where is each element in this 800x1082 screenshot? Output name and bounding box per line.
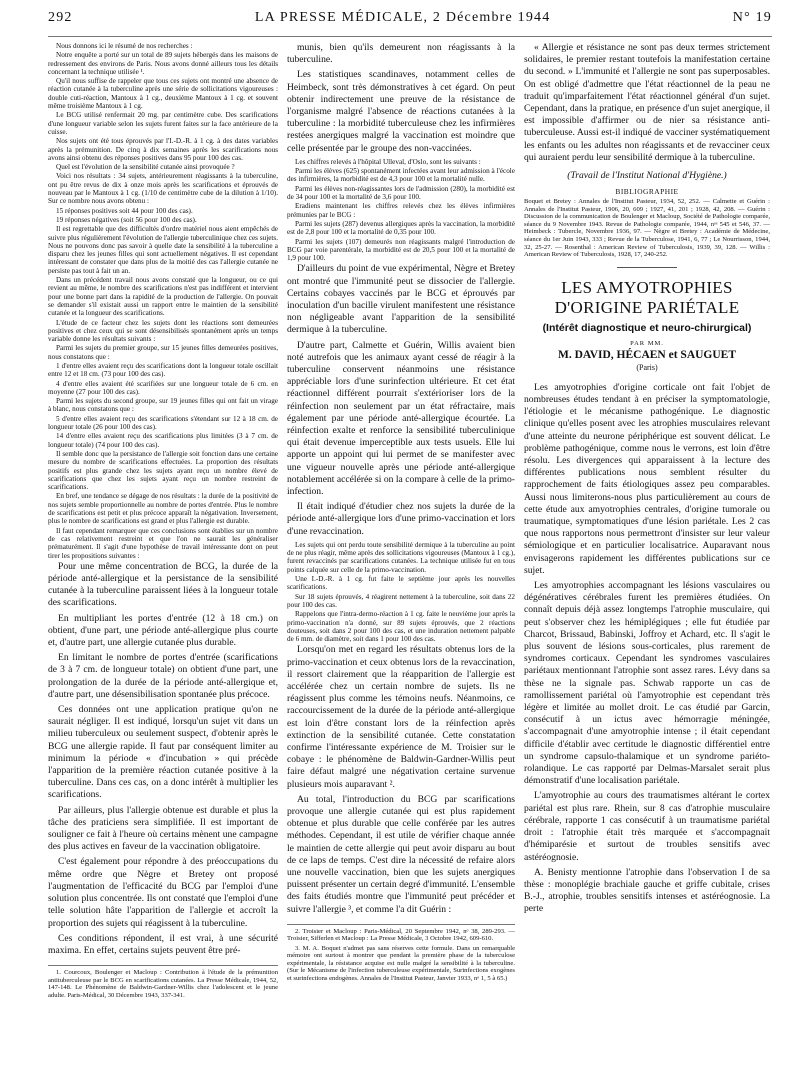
- footnote: 2. Troisier et Macloup : Paris-Médical, 20 Septembre 1942, nᵒ 38, 289-293. — Troisier, Sifferlen et Macloup : La Presse Médicale, 3 Octobre 1942, 609-610.: [287, 927, 515, 943]
- paragraph: « Allergie et résistance ne sont pas deux termes strictement solidaires, le premier restant toutefois la manifestation certaine du second. » L'immunité et l'allergie ne sont pas superposables. On est obligé d'admettre que l'état réactionnel de la peau ne traduit qu'imparfaitement l'état réactionnel général d'un sujet. Cependant, dans la pratique, en présence d'un sujet anergique, il est impossible d'affirmer ou de nier sa résistance anti-tuberculeuse. Aussi est-il indiqué de vacciner systématiquement les enfants ou les adultes non réagissants et de revacciner ceux qui auraient perdu leur sensibilité dermique à la tuberculine.: [524, 42, 770, 163]
- footnote: 3. M. A. Boquet n'admet pas sans réserves cette formule. Dans un remarquable mémoire ont surtout à montrer que pendant la première phase de la tuberculose expérimentale, la résistance acquise est nulle malgré la sensibilité à la tuberculine. (Sur le Mécanisme de l'infection tuberculeuse expérimentale, Surinfections exogènes et surinfections endogènes. Annales de l'Institut Pasteur, Janvier 1933, nᵒ 1, 5 à 65.): [287, 944, 515, 982]
- paragraph: D'autre part, Calmette et Guérin, Willis avaient bien noté autrefois que les animaux ayant cessé de réagir à la tuberculine conservent néanmoins une résistance appréciable lors d'une surinfection ultérieure. Et cet état réactionnel différent pourrait s'extérioriser lors de la réinfection non seulement par un état réfractaire, mais également par une période anté-allergique écourtée. La réinfection exalte et renforce la sensibilité tuberculinique qui était devenue imperceptible aux tests usuels. Elle lui apporte un appoint qui lui permet de se manifester avec une vigueur nouvelle après une période anté-allergique notablement accélérée si on la compare à celle de la primo-infection.: [287, 339, 515, 498]
- oslo-statistics: [287, 158, 515, 263]
- paragraph: L'étude de ce facteur chez les sujets dont les réactions sont demeurées positives et chez ceux qui se sont désensibilisés spontanément après un temps variable donne les résultats suivants :: [48, 318, 278, 344]
- paragraph: Rappelons que l'intra-dermo-réaction à 1 cg. faite le neuvième jour après la primo-vaccination n'a donné, sur 89 sujets éprouvés, que 2 réactions douteuses, soit dans 2 pour 100 des cas, et une induration nettement palpable de 6 mm. de diamètre, soit dans 1 pour 100 des cas.: [287, 610, 515, 644]
- paragraph: Une I.-D.-R. à 1 cg. fut faite le septième jour après les nouvelles scarifications.: [287, 575, 515, 592]
- paragraph: En bref, une tendance se dégage de nos résultats : la durée de la positivité de nos sujets semble proportionnelle au nombre de portes d'entrée. Plus le nombre de scarifications est petit et plus précoce apparaît la négativation. Inversement, plus le nombre de scarifications est grand et plus l'allergie est durable.: [48, 492, 278, 526]
- paragraph: Ces données ont une application pratique qu'on ne saurait négliger. Il est indiqué, lorsqu'un sujet vit dans un milieu tuberculeux ou seulement suspect, d'obtenir après le BCG une allergie rapide. Il faut par conséquent limiter au minimum la période « d'incubation » qui précède l'apparition de la première réaction cutanée positive à la tuberculine. Dans ces cas, on a donc intérêt à multiplier les scarifications.: [48, 704, 278, 801]
- paragraph: Parmi les élèves non-réagissantes lors de l'admission (280), la morbidité est de 34 pour 100 et la mortalité de 3,6 pour 100.: [287, 184, 515, 202]
- experimental-discussion: [287, 263, 515, 537]
- paragraph: Dans un précédent travail nous avons constaté que la longueur, ou ce qui revient au même, le nombre des scarifications n'est pas indifférent et intervient pour une bonne part dans la rapidité de la production de l'allergie. On pouvait se demander s'il existait aussi un rapport entre le maintien de la sensibilité cutanée et la longueur des scarifications.: [48, 276, 278, 318]
- column-left: [48, 42, 278, 1070]
- paragraph: munis, bien qu'ils demeurent non réagissants à la tuberculine.: [287, 42, 515, 66]
- paragraph: Au total, l'introduction du BCG par scarifications provoque une allergie cutanée qui est plus rapidement obtenue et plus durable que celle conférée par les autres méthodes. Cependant, il est utile de vérifier chaque année le maintien de cette allergie qui peut avoir disparu au bout de ce laps de temps. C'est dire la nécessité de refaire alors une nouvelle vaccination, bien que les sujets anergiques puissent présenter un certain degré d'immunité. L'ensemble des faits étudiés montre que l'immunité peut précéder et suivre l'allergie ³, et comme l'a dit Guérin :: [287, 793, 515, 915]
- paragraph: Par ailleurs, plus l'allergie obtenue est durable et plus la tâche des praticiens sera simplifiée. Il est important de souligner ce fait à l'heure où certains mènent une campagne des plus actives en faveur de la vaccination obligatoire.: [48, 804, 278, 853]
- paragraph: 4 d'entre elles avaient été scarifiées sur une longueur totale de 6 cm. en moyenne (27 pour 100 des cas).: [48, 379, 278, 396]
- paragraph: L'amyotrophie au cours des traumatismes altérant le cortex pariétal est plus rare. Rhein, sur 8 cas d'atrophie musculaire cérébrale, rapporte 1 cas consécutif à un traumatisme pariétal droit : l'atrophie était très marquée et s'accompagnait d'hémiparésie et surtout de troubles sensitifs avec astéréognosie.: [524, 790, 770, 863]
- page-number: 292: [48, 10, 73, 25]
- paragraph: Les amyotrophies accompagnant les lésions vasculaires ou dégénératives cérébrales furent les premières étudiées. On connaît depuis déjà assez longtemps l'atrophie musculaire, qui peut s'observer chez les hémiplégiques ; elle fut étudiée par Charcot, Brissaud, Babinski, Joffroy et Achard, etc. Il s'agit le plus souvent de lésions sous-corticales, plus rarement de syndromes corticaux. Cependant les syndromes vasculaires pariétaux mentionnant l'atrophie sont assez rares. Lévy dans sa thèse ne la signale pas. Schwab rapporte un cas de ramollissement pariétal où l'amyotrophie est cependant très légère et limitée au mollet droit. Le cas étudié par Garcin, consécutif à un ictus avec hémorragie méningée, s'accompagnait d'une amyotrophie intense ; il était cependant difficile d'établir avec certitude le diagnostic différentiel entre un syndrome capsulo-thalamique et un syndrome pariéto-rolandique. Le cas rapporté par Delmas-Marsalet serait plus démonstratif d'une localisation pariétale.: [524, 580, 770, 787]
- paragraph: Parmi les sujets du second groupe, sur 19 jeunes filles qui ont fait un virage à blanc, nous constatons que :: [48, 397, 278, 414]
- paragraph: Quel est l'évolution de la sensibilité cutanée ainsi provoquée ?: [56, 163, 235, 172]
- paragraph: Il semble donc que la persistance de l'allergie soit fonction dans une certaine mesure du nombre de scarifications effectuées. La proportion des résultats positifs est plus grande chez les sujets ayant reçu un nombre élevé de scarifications que chez les sujets ayant reçu un nombre restreint de scarifications.: [48, 449, 278, 492]
- paragraph: 5 d'entre elles avaient reçu des scarifications s'étendant sur 12 à 18 cm. de longueur totale (26 pour 100 des cas).: [48, 414, 278, 432]
- paragraph: En limitant le nombre de portes d'entrée (scarifications de 3 à 7 cm. de longueur totale) on obtient d'une part, une prolongation de la durée de la période anté-allergique et, d'autre part, une désensibilisation spontanée plus précoce.: [48, 652, 278, 700]
- paragraph: D'ailleurs du point de vue expérimental, Nègre et Bretey ont montré que l'immunité peut se dissocier de l'allergie. Certains cobayes vaccinés par le BCG et éprouvés par inoculation d'un bacille virulent manifestent une résistance non négligeable avant l'apparition de la sensibilité dermique à la tuberculine.: [287, 263, 515, 336]
- paragraph: Les sujets qui ont perdu toute sensibilité dermique à la tuberculine au point de ne plus réagir, même après des sollicitations vigoureuses (Mantoux à 1 cg.), furent revaccinés par scarifications cutanées. La technique utilisée fut en tous points calquée sur celle de la primo-vaccination.: [287, 540, 515, 574]
- article-body: [524, 382, 770, 916]
- paragraph: Parmi les élèves (625) spontanément infectées avant leur admission à l'école des infirmières, la morbidité est de 4,3 pour 100 et la mortalité nulle.: [287, 167, 515, 184]
- byline-prefix: PAR MM.: [630, 339, 664, 347]
- revaccination-results: [287, 541, 515, 644]
- paragraph: Qu'il nous suffise de rappeler que tous ces sujets ont montré une absence de réaction cutanée à la tuberculine après une série de sollicitations vigoureuses : double cuti-réaction, Mantoux à 1 cg., deuxième Mantoux à 1 cg. et souvent même troisième Mantoux à 1 cg.: [48, 77, 278, 111]
- paragraph: A. Benisty mentionne l'atrophie dans l'observation I de sa thèse : monoplégie brachiale gauche et griffe cubitale, crises B.-J., atrophie, troubles sensitifs intenses et astéréognosie. La perte: [524, 866, 770, 915]
- paragraph: Nous donnons ici le résumé de nos recherches :: [56, 42, 193, 50]
- paragraph: Le BCG utilisé renfermait 20 mg. par centimètre cube. Des scarifications d'une longueur variable selon les sujets furent faites sur la face antérieure de la cuisse.: [48, 111, 278, 136]
- article-subtitle: (Intérêt diagnostique et neuro-chirurgical): [542, 321, 752, 334]
- paragraph: Il est regrettable que des difficultés d'ordre matériel nous aient empêchés de suivre plus régulièrement l'évolution de l'allergie tuberculinique chez ces sujets. Nous ne pouvons donc pas savoir à quelle date la sensibilité à la tuberculine a disparu chez les jeunes filles qui sont actuellement négatives. Il est cependant intéressant de constater que dans plus de la moitié des cas l'allergie cutanée ne persiste pas tout à fait un an.: [48, 225, 278, 275]
- bibliography: Boquet et Bretey : Annales de l'Institut Pasteur, 1934, 52, 252. — Calmette et Guérin : Annales de l'Institut Pasteur, 1906, 20, 609 ; 1927, 41, 201 ; 1928, 42, 208. — Guérin : Discussion de la communication de Boulenger et Macloup, Société de Pathologie comparée, séance du 9 Novembre 1943. Revue de Pathologie comparée, 1944, nᵒˢ 545 et 546, 37. — Heimbeck : Tubercle, Novembre 1936, 97. — Nègre et Bretey : Académie de Médecine, séance du 1er Juin 1943, 333 ; Revue de la Tuberculose, 1941, 6, 77 ; Le Nourrisson, 1944, 32, 25-27. — Rosenthal : American Review of Tuberculosis, 1939, 39, 128. — Willis : American Review of Tuberculosis, 1928, 17, 240-252.: [524, 198, 770, 259]
- column-right: [524, 42, 770, 1070]
- conclusions-text: [48, 561, 278, 957]
- overall-conclusion: [287, 644, 515, 915]
- paragraph: Les chiffres relevés à l'hôpital Ulleval, d'Oslo, sont les suivants :: [295, 157, 481, 166]
- article-place: (Paris): [636, 362, 658, 372]
- paragraph: Il était indiqué d'étudier chez nos sujets la durée de la période anté-allergique lors d'une primo-vaccination et lors d'une revaccination.: [287, 501, 515, 537]
- paragraph: Notre enquête a porté sur un total de 89 sujets hébergés dans les maisons de redressement des environs de Paris. Nous avons donné ailleurs tous les détails concernant la technique utilisée ¹.: [48, 51, 278, 76]
- article-authors: M. DAVID, HÉCAEN et SAUGUET: [557, 348, 737, 361]
- paragraph: Les statistiques scandinaves, notamment celles de Heimbeck, sont très démonstratives à cet égard. On peut obtenir indirectement une preuve de la résistance de l'organisme malgré l'absence de réactions cutanées à la tuberculine : la morbidité tuberculeuse chez les infirmières restées anergiques malgré la vaccination est moindre que celle présentée par le groupe des non-vaccinées.: [287, 69, 515, 154]
- paragraph: En multipliant les portes d'entrée (12 à 18 cm.) on obtient, d'une part, une période anté-allergique plus courte et, d'autre part, une allergie cutanée plus durable.: [48, 612, 278, 649]
- institution-signature: (Travail de l'Institut National d'Hygiène.): [567, 170, 727, 182]
- immunity-discussion: [287, 42, 515, 155]
- article-title: LES AMYOTROPHIES D'ORIGINE PARIÉTALE: [554, 277, 740, 317]
- paragraph: 15 réponses positives soit 44 pour 100 des cas).: [56, 206, 193, 215]
- paragraph: Lorsqu'on met en regard les résultats obtenus lors de la primo-vaccination et ceux obtenus lors de la revaccination, il ressort clairement que la réapparition de l'allergie est accélérée chez un certain nombre de sujets. Ils ne réagissent plus comme les témoins neufs. Néanmoins, ce raccourcissement de la durée de la période anté-allergique est loin d'être constant lors de la réinfection après extinction de la sensibilité cutanée. Cette constatation confirme l'intéressante expérience de M. Troisier sur le cobaye : le phénomène de Baldwin-Gardner-Willis peut faire défaut malgré une négativation certaine survenue plusieurs mois auparavant ².: [287, 644, 515, 790]
- journal-title: LA PRESSE MÉDICALE, 2 Décembre 1944: [254, 10, 551, 25]
- column-middle: [287, 42, 515, 1070]
- paragraph: Parmi les sujets (287) devenus allergiques après la vaccination, la morbidité est de 2,8 pour 100 et la mortalité de 0,35 pour 100.: [287, 219, 515, 237]
- section-divider: [617, 267, 677, 268]
- paragraph: Parmi les sujets (107) demeurés non réagissants malgré l'introduction de BCG par voie parentérale, la morbidité est de 20,5 pour 100 et la mortalité de 1,9 pour 100.: [287, 237, 515, 263]
- paragraph: Les amyotrophies d'origine corticale ont fait l'objet de nombreuses études tendant à en préciser la symptomatologie, l'étiologie et le mécanisme pathogénique. Le diagnostic clinique qu'elles posent avec les atrophies musculaires relevant d'une atteinte du neurone périphérique est souvent délicat. Le problème pathogénique, comme nous le verrons, est loin d'être résolu. Les divergences qui apparaissent à la lecture des différentes publications nous semblent résulter du rapprochement de faits étiologiques assez peu comparables. Aussi nous limiterons-nous plus particulièrement au cours de cette étude aux amyotrophies centrales, d'origine tumorale ou traumatique, symptomatiques d'une lésion pariétale. Les 2 cas que nous rapportons nous permettront d'insister sur leur valeur sémiologique et en particulier localisatrice. Auparavant nous envisagerons rapidement les différentes publications sur ce sujet.: [524, 381, 770, 576]
- paragraph: Parmi les sujets du premier groupe, sur 15 jeunes filles demeurées positives, nous constatons que :: [48, 344, 278, 361]
- paragraph: Voici nos résultats : 34 sujets, antérieurement réagissants à la tuberculine, ont pu être revus de dix à onze mois après les scarifications et éprouvés de nouveau par le Mantoux à 1 cg. (1/10 de centimètre cube de la dilution à 1/10). Sur ce nombre nous avons obtenu :: [48, 172, 278, 206]
- closing-quote: [524, 42, 770, 164]
- paragraph: Il faut cependant remarquer que ces conclusions sont établies sur un nombre de cas relativement restreint et que l'on ne saurait les généraliser prématurément. Il s'agit d'une hypothèse de travail intéressante dont on peut tirer les propositions suivantes :: [48, 526, 278, 560]
- paragraph: Ces conditions répondent, il est vrai, à une sécurité maxima. En effet, certains sujets peuvent être pré-: [48, 932, 278, 956]
- running-header: [48, 10, 772, 37]
- paragraph: Sur 18 sujets éprouvés, 4 réagirent nettement à la tuberculine, soit dans 22 pour 100 des cas.: [287, 592, 515, 609]
- footnotes-2-3: [287, 924, 515, 983]
- issue-number: N° 19: [732, 10, 772, 25]
- paragraph: 14 d'entre elles avaient reçu des scarifications plus limitées (3 à 7 cm. de longueur totale) (74 pour 100 des cas).: [48, 432, 278, 449]
- paragraph: 1 d'entre elles avaient reçu des scarifications dont la longueur totale oscillait entre 12 et 18 cm. (73 pour 100 des cas).: [48, 361, 278, 379]
- footnote-1: 1. Courcoux, Boulenger et Macloup : Contribution à l'étude de la prémunition antituberculeuse par le BCG en scarifications cutanées. La Presse Médicale, 1944, 52, 147-148. Le Phénomène de Baldwin-Gardner-Willis chez l'adolescent et le jeune adulte. Paris-Médical, 30 Décembre 1943, 337-341.: [48, 965, 278, 999]
- paragraph: Nos sujets ont été tous éprouvés par l'I.-D.-R. à 1 cg. à des dates variables après la prémunition. De cinq à dix semaines après les scarifications nous avons ainsi obtenu des réponses positives dans 95 pour 100 des cas.: [48, 137, 278, 162]
- bibliography-heading: BIBLIOGRAPHIE: [615, 187, 679, 197]
- paragraph: C'est également pour répondre à des préoccupations du même ordre que Nègre et Bretey ont proposé l'augmentation de l'efficacité du BCG par l'emploi d'une solution plus concentrée. Ils ont constaté que l'emploi d'une telle solution hâte l'apparition de l'allergie et accroît la proportion des sujets qui réagissent à la tuberculine.: [48, 856, 278, 929]
- paragraph: Eradiens maintenant les chiffres relevés chez les élèves infirmières prémunies par le BCG :: [287, 202, 515, 219]
- paragraph: 19 réponses négatives (soit 56 pour 100 des cas).: [56, 215, 197, 224]
- paragraph: Pour une même concentration de BCG, la durée de la période anté-allergique et la persistance de la sensibilité cutanée à la tuberculine paraissent liées à la longueur totale des scarifications.: [48, 560, 278, 609]
- results-summary: [48, 42, 278, 560]
